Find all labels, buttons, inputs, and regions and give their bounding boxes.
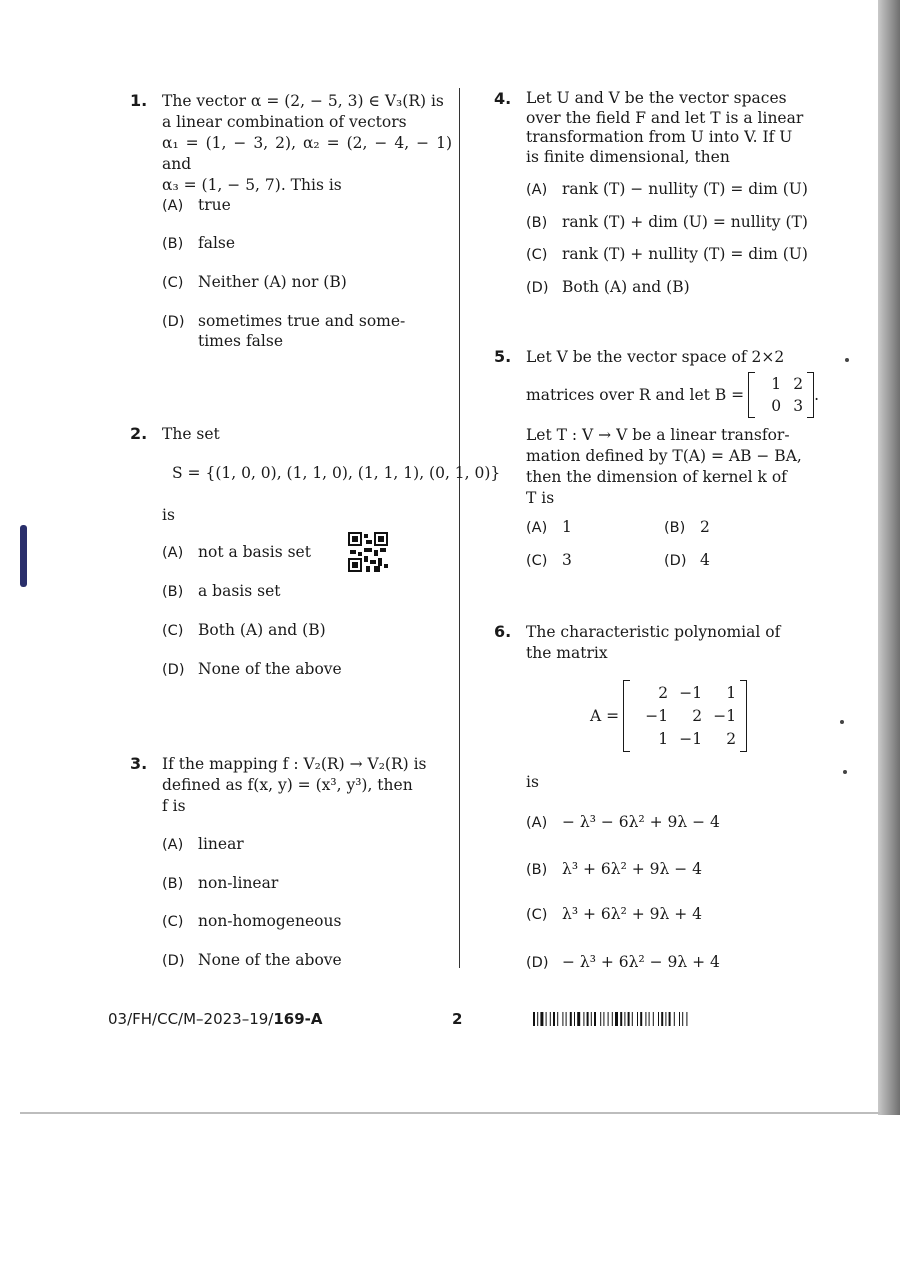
set-expression: S = {(1, 0, 0), (1, 1, 0), (1, 1, 1), (0, 1, 0)} xyxy=(172,464,501,482)
question-number: 5. xyxy=(494,347,512,366)
option-c[interactable]: (C) non-homogeneous xyxy=(162,912,342,930)
page-number: 2 xyxy=(452,1010,463,1028)
question-text: The set xyxy=(162,425,220,443)
option-d[interactable]: (D) sometimes true and some- xyxy=(162,312,406,330)
option-a[interactable]: (A) 1 xyxy=(526,518,572,536)
page-bottom-edge xyxy=(20,1112,880,1114)
question-number: 2. xyxy=(130,424,148,443)
option-b[interactable]: (B) 2 xyxy=(664,518,710,536)
question-text: If the mapping f : V₂(R) → V₂(R) is defined as f(x, y) = (x³, y³), then f is xyxy=(162,755,427,815)
barcode-icon xyxy=(533,1012,739,1026)
question-text: The characteristic polynomial of the matrix xyxy=(526,623,781,662)
option-c[interactable]: (C) 3 xyxy=(526,551,572,569)
qr-code-icon xyxy=(348,532,388,572)
question-text: The vector α = (2, − 5, 3) ∈ V₃(R) is a linear combination of vectors α₁ = (1, − 3, 2), α₂ = (2, − 4, − 1) and α₃ = (1, − 5, 7). This is xyxy=(162,92,452,194)
matrix-a-line: A = 2 −1 1 −1 2 −1 1 −1 2 xyxy=(590,680,747,752)
option-b[interactable]: (B) a basis set xyxy=(162,582,281,600)
option-a[interactable]: (A) not a basis set xyxy=(162,543,311,561)
option-c[interactable]: (C) rank (T) + nullity (T) = dim (U) xyxy=(526,245,808,263)
question-number: 4. xyxy=(494,89,512,108)
option-d-continued: times false xyxy=(198,332,284,350)
option-c[interactable]: (C) Neither (A) nor (B) xyxy=(162,273,347,291)
option-d[interactable]: (D) Both (A) and (B) xyxy=(526,278,690,296)
option-a[interactable]: (A) − λ³ − 6λ² + 9λ − 4 xyxy=(526,813,720,831)
option-b[interactable]: (B) rank (T) + dim (U) = nullity (T) xyxy=(526,213,808,231)
speck xyxy=(840,720,844,724)
matrix-a: 2 −1 1 −1 2 −1 1 −1 2 xyxy=(623,680,747,752)
question-text: Let V be the vector space of 2×2 xyxy=(526,348,785,366)
option-d[interactable]: (D) None of the above xyxy=(162,951,342,969)
option-a[interactable]: (A) linear xyxy=(162,835,244,853)
option-d[interactable]: (D) − λ³ + 6λ² − 9λ + 4 xyxy=(526,953,720,971)
speck xyxy=(843,770,847,774)
speck xyxy=(845,358,849,362)
column-divider xyxy=(459,88,460,968)
option-b[interactable]: (B) false xyxy=(162,234,236,252)
matrix-b-line: matrices over R and let B = 1 2 0 3 . xyxy=(526,372,819,418)
question-number: 3. xyxy=(130,754,148,773)
option-b[interactable]: (B) λ³ + 6λ² + 9λ − 4 xyxy=(526,860,703,878)
paper-code: 03/FH/CC/M–2023–19/169-A xyxy=(108,1010,323,1028)
question-text-cont: Let T : V → V be a linear transfor- mation defined by T(A) = AB − BA, then the dimension of kernel k of T is xyxy=(526,426,802,507)
question-text-is: is xyxy=(162,506,175,524)
option-d[interactable]: (D) 4 xyxy=(664,551,710,569)
option-a[interactable]: (A) true xyxy=(162,196,231,214)
question-text: Let U and V be the vector spaces over the field F and let T is a linear transformation from U into V. If U is finite dimensional, then xyxy=(526,89,804,166)
option-a[interactable]: (A) rank (T) − nullity (T) = dim (U) xyxy=(526,180,808,198)
option-d[interactable]: (D) None of the above xyxy=(162,660,342,678)
question-text-is: is xyxy=(526,773,539,791)
option-b[interactable]: (B) non-linear xyxy=(162,874,279,892)
option-c[interactable]: (C) λ³ + 6λ² + 9λ + 4 xyxy=(526,905,703,923)
page-edge-shadow xyxy=(878,0,900,1115)
option-c[interactable]: (C) Both (A) and (B) xyxy=(162,621,326,639)
binding-mark xyxy=(20,525,27,587)
question-number: 1. xyxy=(130,91,148,110)
question-number: 6. xyxy=(494,622,512,641)
matrix-b: 1 2 0 3 xyxy=(748,372,814,418)
